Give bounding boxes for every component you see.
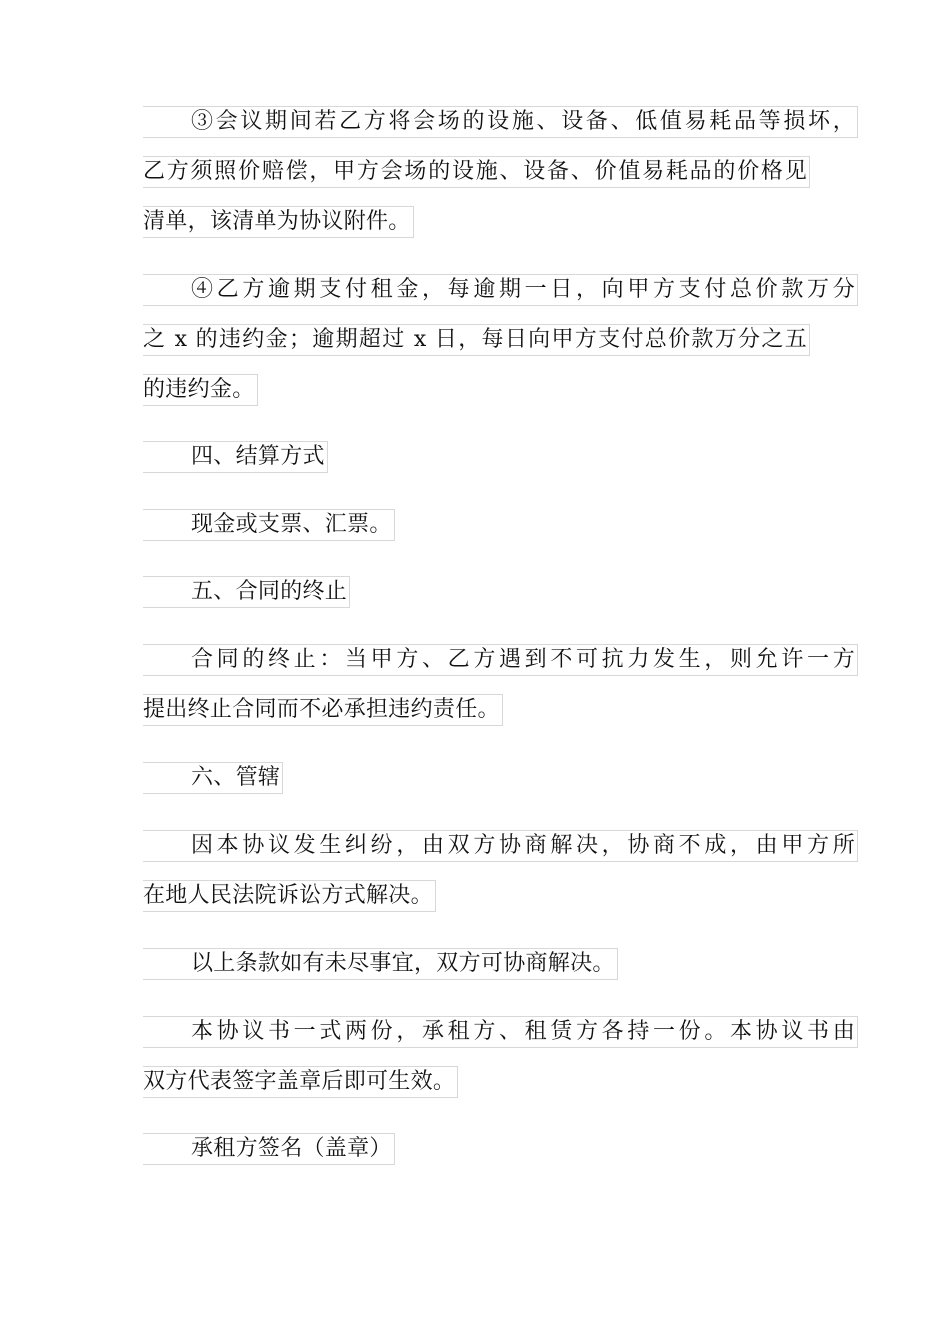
paragraph-settlement (143, 505, 809, 555)
paragraph-line: 本协议书一式两份，承租方、租赁方各持一份。本协议书由 (143, 1012, 809, 1062)
paragraph-line: 双方代表签字盖章后即可生效。 (143, 1062, 809, 1112)
paragraph-jurisdiction (143, 826, 855, 926)
lessee-signature (143, 1129, 809, 1179)
paragraph-line: 之 x 的违约金；逾期超过 x 日，每日向甲方支付总价款万分之五 (143, 320, 809, 370)
section-title-termination (143, 572, 809, 622)
paragraph-line: 五、合同的终止 (143, 572, 809, 622)
paragraph-clause-3 (143, 102, 855, 252)
section-title-jurisdiction (143, 758, 809, 808)
paragraph-termination (143, 640, 855, 740)
paragraph-line: 的违约金。 (143, 370, 809, 420)
paragraph-line: 以上条款如有未尽事宜，双方可协商解决。 (143, 944, 809, 994)
paragraph-clause-4 (143, 270, 855, 420)
paragraph-line: 现金或支票、汇票。 (143, 505, 809, 555)
paragraph-copies (143, 1012, 855, 1112)
paragraph-line: 乙方须照价赔偿，甲方会场的设施、设备、价值易耗品的价格见 (143, 152, 809, 202)
paragraph-line: 六、管辖 (143, 758, 809, 808)
section-title-settlement (143, 437, 809, 487)
paragraph-line: ④乙方逾期支付租金，每逾期一日，向甲方支付总价款万分 (143, 270, 809, 320)
paragraph-line: 因本协议发生纠纷，由双方协商解决，协商不成，由甲方所 (143, 826, 809, 876)
paragraph-misc (143, 944, 809, 994)
paragraph-line: 提出终止合同而不必承担违约责任。 (143, 690, 809, 740)
paragraph-line: 在地人民法院诉讼方式解决。 (143, 876, 809, 926)
paragraph-line: 清单，该清单为协议附件。 (143, 202, 809, 252)
paragraph-line: 承租方签名（盖章） (143, 1129, 809, 1179)
paragraph-line: 四、结算方式 (143, 437, 809, 487)
paragraph-line: 合同的终止：当甲方、乙方遇到不可抗力发生，则允许一方 (143, 640, 809, 690)
paragraph-line: ③会议期间若乙方将会场的设施、设备、低值易耗品等损坏， (143, 102, 809, 152)
